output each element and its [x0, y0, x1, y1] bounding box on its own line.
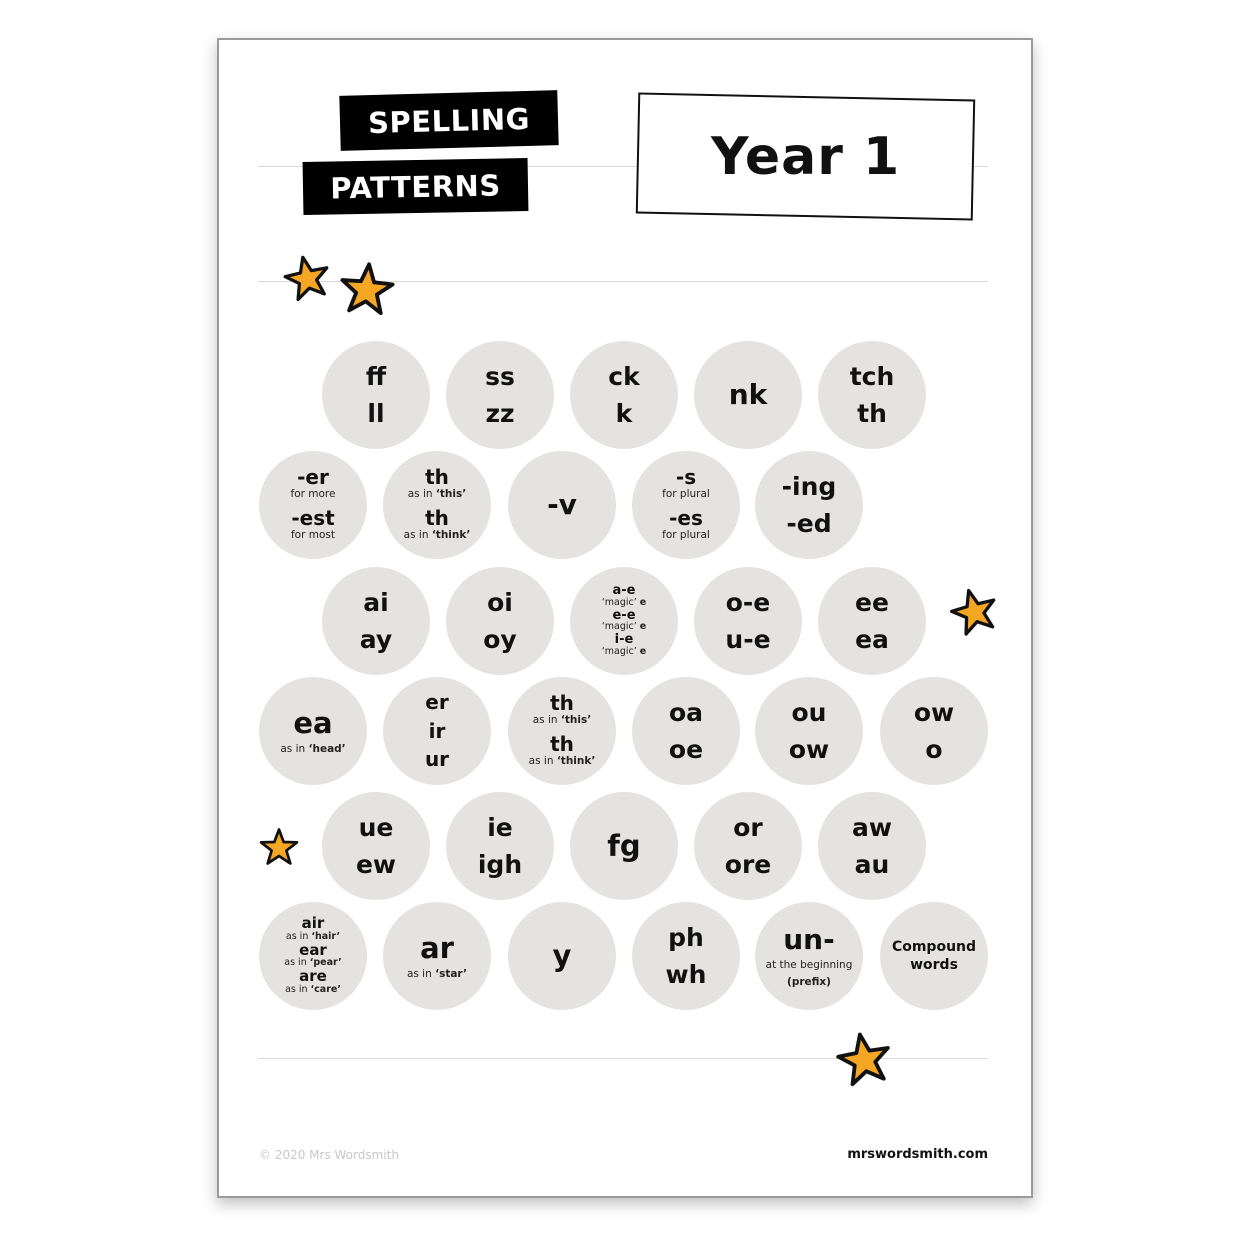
- pattern-circle: [259, 902, 367, 1010]
- pattern-text: th: [425, 465, 449, 490]
- pattern-circle: [570, 341, 678, 449]
- pattern-note: at the beginning: [765, 958, 853, 971]
- pattern-text: er: [425, 690, 449, 715]
- pattern-note: as in ‘this’: [532, 714, 592, 727]
- pattern-circle: [818, 792, 926, 900]
- pattern-text: ss: [485, 362, 515, 391]
- pattern-text: k: [615, 399, 633, 428]
- pattern-note: ‘magic’ e: [601, 645, 647, 657]
- pattern-text: ir: [428, 718, 446, 743]
- pattern-text: ph: [668, 923, 704, 952]
- pattern-text: ll: [367, 399, 385, 428]
- pattern-text: oy: [483, 625, 517, 654]
- pattern-circle: [508, 451, 616, 559]
- pattern-text: un-: [783, 923, 835, 957]
- title-banner-patterns: [303, 158, 529, 215]
- pattern-text: oi: [487, 588, 513, 617]
- pattern-note: as in ‘pear’: [284, 957, 342, 969]
- pattern-text: ea: [293, 706, 333, 741]
- year-box: [636, 92, 975, 220]
- pattern-circle: [755, 677, 863, 785]
- star-icon: [259, 828, 299, 865]
- pattern-note: for plural: [662, 529, 710, 541]
- star-icon: [832, 1028, 896, 1089]
- pattern-circle: [694, 792, 802, 900]
- year-label: Year 1: [710, 126, 901, 187]
- pattern-note: as in ‘care’: [285, 984, 341, 996]
- pattern-text: are: [299, 967, 327, 986]
- pattern-text: -ing: [781, 472, 837, 501]
- pattern-text: a-e: [612, 583, 636, 599]
- pattern-text: air: [301, 913, 325, 932]
- title-patterns: PATTERNS: [330, 168, 501, 205]
- pattern-circle: [818, 341, 926, 449]
- pattern-circle: [446, 341, 554, 449]
- pattern-text: igh: [477, 850, 523, 879]
- pattern-text: ay: [359, 625, 393, 654]
- pattern-text: -ed: [786, 509, 832, 538]
- pattern-text: ff: [365, 362, 387, 391]
- pattern-text: Compound: [891, 938, 977, 955]
- pattern-note: ‘magic’ e: [601, 621, 647, 633]
- pattern-circle: [322, 567, 430, 675]
- pattern-note: (prefix): [787, 976, 831, 989]
- pattern-text: ow: [788, 735, 830, 764]
- pattern-circle: [632, 677, 740, 785]
- pattern-note: as in ‘head’: [280, 743, 346, 756]
- pattern-text: oa: [668, 698, 704, 727]
- pattern-text: u-e: [725, 625, 771, 654]
- pattern-circle: [383, 677, 491, 785]
- pattern-text: e-e: [612, 607, 636, 623]
- pattern-circle: [632, 451, 740, 559]
- pattern-circle: [755, 451, 863, 559]
- pattern-circle: [508, 902, 616, 1010]
- star-icon: [337, 260, 397, 317]
- pattern-text: ou: [791, 698, 827, 727]
- pattern-text: ar: [420, 931, 454, 966]
- pattern-text: ear: [299, 940, 327, 959]
- pattern-text: ore: [724, 850, 772, 879]
- pattern-circle: [694, 341, 802, 449]
- pattern-text: th: [550, 732, 574, 756]
- pattern-text: ie: [487, 813, 513, 842]
- pattern-note: ‘magic’ e: [601, 596, 647, 608]
- pattern-note: as in ‘hair’: [285, 930, 341, 942]
- pattern-text: -es: [669, 506, 703, 530]
- pattern-circle: [818, 567, 926, 675]
- website-text: mrswordsmith.com: [847, 1147, 988, 1162]
- pattern-note: for most: [290, 529, 335, 541]
- pattern-text: ew: [355, 850, 397, 879]
- pattern-circle: [383, 451, 491, 559]
- pattern-note: as in ‘star’: [406, 968, 468, 981]
- pattern-text: -s: [675, 465, 697, 490]
- pattern-text: nk: [728, 378, 768, 412]
- pattern-text: zz: [485, 399, 515, 428]
- pattern-text: words: [910, 957, 958, 973]
- pattern-note: as in ‘this’: [407, 488, 467, 501]
- pattern-circle: [446, 567, 554, 675]
- pattern-circle: [259, 451, 367, 559]
- pattern-text: -er: [297, 465, 329, 490]
- pattern-text: o: [925, 735, 943, 764]
- pattern-circle: [632, 902, 740, 1010]
- pattern-text: o-e: [725, 588, 771, 617]
- pattern-note: as in ‘think’: [403, 529, 471, 541]
- pattern-circle: [880, 677, 988, 785]
- pattern-text: -v: [547, 488, 577, 522]
- title-spelling: SPELLING: [367, 101, 531, 140]
- pattern-text: ow: [913, 698, 955, 727]
- pattern-text: tch: [849, 362, 895, 391]
- pattern-note: as in ‘think’: [528, 755, 596, 767]
- pattern-text: or: [733, 813, 763, 842]
- pattern-circle: [508, 677, 616, 785]
- pattern-circle: [322, 792, 430, 900]
- pattern-text: ai: [363, 588, 389, 617]
- copyright-text: © 2020 Mrs Wordsmith: [259, 1148, 399, 1162]
- pattern-circle: [570, 567, 678, 675]
- pattern-text: i-e: [614, 632, 634, 648]
- pattern-text: ee: [855, 588, 889, 617]
- pattern-text: wh: [665, 960, 707, 989]
- pattern-text: aw: [852, 813, 892, 842]
- pattern-circle: [694, 567, 802, 675]
- pattern-text: -est: [291, 506, 335, 530]
- pattern-text: th: [857, 399, 887, 428]
- pattern-text: ck: [608, 362, 640, 391]
- pattern-text: th: [550, 691, 574, 716]
- pattern-circle: [259, 677, 367, 785]
- pattern-note: for more: [290, 488, 336, 501]
- pattern-circle: [755, 902, 863, 1010]
- pattern-text: y: [552, 938, 572, 973]
- pattern-text: ea: [855, 625, 889, 654]
- pattern-note: for plural: [662, 488, 710, 501]
- pattern-circle: [383, 902, 491, 1010]
- pattern-circle: [446, 792, 554, 900]
- pattern-text: th: [425, 506, 449, 530]
- pattern-circle: [880, 902, 988, 1010]
- pattern-text: ue: [358, 813, 394, 842]
- pattern-text: ur: [424, 747, 450, 772]
- pattern-circle: [570, 792, 678, 900]
- pattern-circle: [322, 341, 430, 449]
- pattern-text: au: [854, 850, 890, 879]
- title-banner-spelling: [339, 90, 558, 151]
- pattern-text: fg: [607, 828, 641, 863]
- pattern-text: oe: [668, 735, 704, 764]
